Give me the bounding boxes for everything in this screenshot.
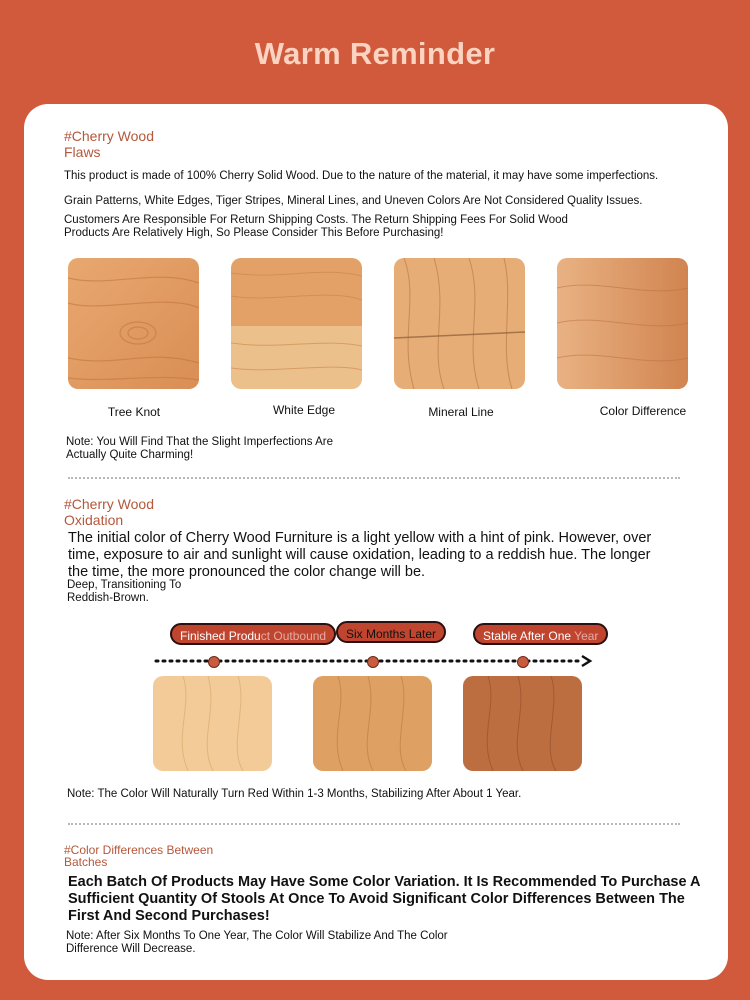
- flaws-note-line1: Note: You Will Find That the Slight Imperfections Are: [66, 436, 333, 448]
- batch-heading: [64, 844, 213, 868]
- timeline-marker-2: [367, 656, 379, 668]
- flaws-intro: This product is made of 100% Cherry Solid Wood. Due to the nature of the material, it may have some imperfections.: [64, 170, 659, 182]
- batch-heading-line2: Batches: [64, 855, 108, 869]
- batch-text: [68, 874, 708, 925]
- timeline-marker-3: [517, 656, 529, 668]
- flaws-heading-line2: Flaws: [64, 144, 101, 160]
- stage-tag-finished: [170, 623, 336, 645]
- stage-tag-finished-rest: ct Outbound: [260, 629, 327, 643]
- stage-tag-six-months-rest: Later: [405, 627, 437, 641]
- oxidation-text-line3: the time, the more pronounced the color change will be.: [68, 564, 426, 580]
- return-line2: Products Are Relatively High, So Please Consider This Before Purchasing!: [64, 227, 444, 239]
- oxidation-text-line2: time, exposure to air and sunlight will cause oxidation, leading to a reddish hue. The longer: [68, 547, 651, 563]
- flaws-return-policy: [64, 214, 704, 240]
- oxidation-note: Note: The Color Will Naturally Turn Red Within 1-3 Months, Stabilizing After About 1 Year.: [67, 788, 522, 800]
- sample-label-white-edge: White Edge: [272, 403, 336, 417]
- oxidation-text: [68, 530, 708, 581]
- flaws-heading: [64, 128, 154, 160]
- mineral-line-image: [394, 258, 525, 389]
- color-difference-image: [557, 258, 688, 389]
- stage-tag-finished-text: Finished Produ: [180, 629, 261, 643]
- stage-swatch-one-year: [463, 676, 582, 771]
- batch-note: [66, 930, 566, 956]
- oxidation-sub-line1: Deep, Transitioning To: [67, 579, 182, 591]
- oxidation-text-line1: The initial color of Cherry Wood Furniture is a light yellow with a hint of pink. However, over: [68, 530, 652, 546]
- stage-tag-one-year-rest: Year: [571, 629, 599, 643]
- batch-note-line2: Difference Will Decrease.: [66, 943, 196, 955]
- reminder-card: [24, 104, 728, 980]
- white-edge-image: [231, 258, 362, 389]
- stage-tag-one-year: [473, 623, 608, 645]
- batch-text-line3: First And Second Purchases!: [68, 908, 270, 924]
- flaws-heading-line1: #Cherry Wood: [64, 128, 155, 144]
- oxidation-heading: [64, 496, 154, 528]
- oxidation-sub-line2: Reddish-Brown.: [67, 592, 149, 604]
- sample-label-mineral-line: Mineral Line: [428, 405, 494, 419]
- oxidation-subtext: [67, 579, 367, 605]
- batch-text-line1: Each Batch Of Products May Have Some Color Variation. It Is Recommended To Purchase A: [68, 874, 701, 890]
- oxidation-heading-line2: Oxidation: [64, 512, 124, 528]
- return-line1: Customers Are Responsible For Return Shipping Costs. The Return Shipping Fees For Solid Wood: [64, 214, 568, 226]
- sample-label-color-difference: Color Difference: [599, 404, 687, 418]
- tree-knot-image: [68, 258, 199, 389]
- stage-swatch-six-months: [313, 676, 432, 771]
- oxidation-heading-line1: #Cherry Wood: [64, 496, 155, 512]
- sample-label-tree-knot: Tree Knot: [107, 405, 161, 419]
- stage-tag-six-months: [336, 621, 446, 643]
- stage-tag-one-year-text: Stable After One: [483, 629, 572, 643]
- section-divider: [68, 477, 680, 479]
- batch-note-line1: Note: After Six Months To One Year, The Color Will Stabilize And The Color: [66, 930, 448, 942]
- section-divider-2: [68, 823, 680, 825]
- page-title: Warm Reminder: [254, 36, 496, 71]
- timeline-marker-1: [208, 656, 220, 668]
- stage-tag-six-months-text: Six Months: [346, 627, 406, 641]
- batch-heading-line1: #Color Differences Between: [64, 843, 214, 857]
- flaws-note: [66, 436, 466, 462]
- stage-swatch-finished: [153, 676, 272, 771]
- batch-text-line2: Sufficient Quantity Of Stools At Once To Avoid Significant Color Differences Between The: [68, 891, 685, 907]
- flaws-note-line2: Actually Quite Charming!: [66, 449, 194, 461]
- flaws-not-quality: Grain Patterns, White Edges, Tiger Stripes, Mineral Lines, and Uneven Colors Are Not Considered Quality Issues.: [64, 195, 643, 207]
